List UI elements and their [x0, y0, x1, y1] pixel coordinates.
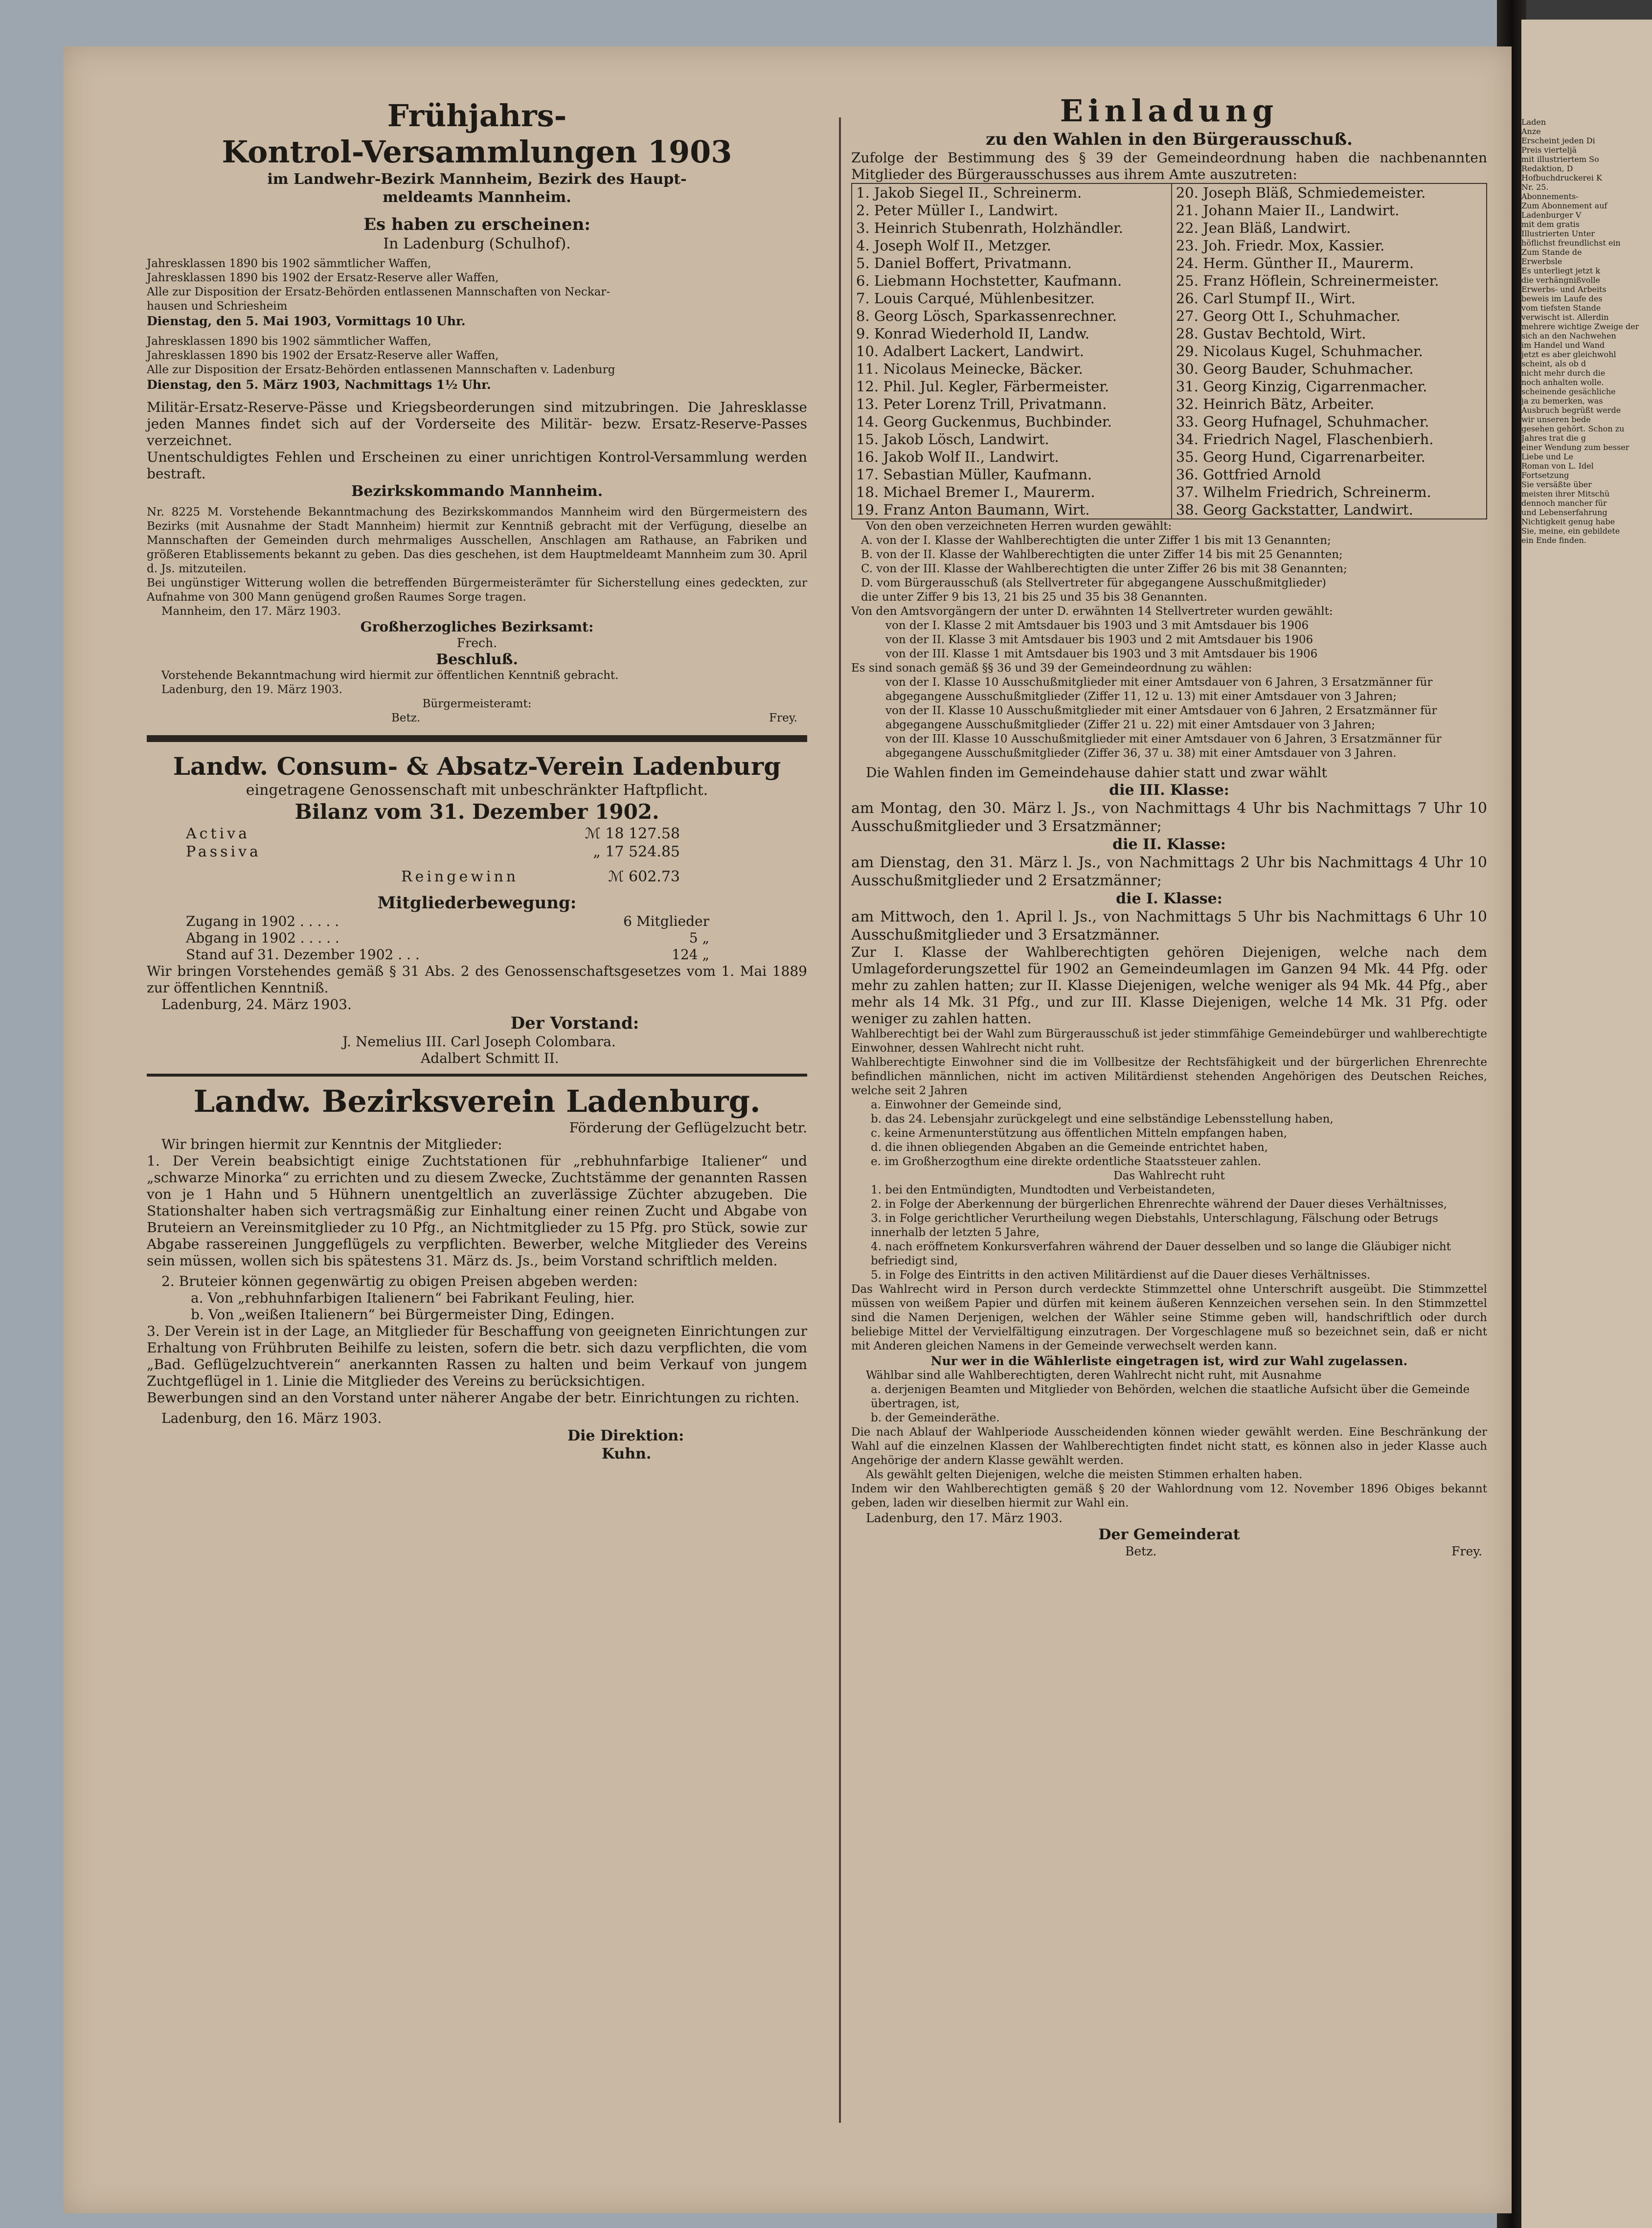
neighbor-line: höflichst freundlichst ein [1521, 238, 1621, 248]
bezirksamt-name: Frech. [456, 636, 498, 650]
kontrol-notice-text-2: Unentschuldigtes Fehlen und Erscheinen zu einer unrichtigen Kontrol-Versammlung werden bestraft. [147, 449, 807, 482]
kontrol-date-1: Mannheim, den 17. März 1903. [161, 605, 341, 618]
bezirksamt-signature: Großherzogliches Bezirksamt: [360, 619, 594, 635]
neighbor-line: Ausbruch begrüßt werde [1521, 405, 1621, 415]
waehlbar-lines [851, 1383, 1487, 1425]
gewaehlt-line: C. von der III. Klasse der Wahlberechtigten die unter Ziffer 26 bis mit 38 Genannten; [861, 563, 1347, 575]
zugang-label: Zugang in 1902 . . . . . [186, 913, 339, 929]
neighbor-line: Es unterliegt jetzt k [1521, 266, 1601, 275]
liste-text: Nur wer in die Wählerliste eingetragen ist, wird zur Wahl zugelassen. [930, 1354, 1408, 1368]
member-item: 38. Georg Gackstatter, Landwirt. [1176, 501, 1413, 518]
neighbor-line: Zum Stande de [1521, 248, 1582, 257]
zugang-row [147, 913, 807, 930]
group1-lines [147, 257, 807, 314]
group2-date: Dienstag, den 5. März 1903, Nachmittags 1½ Uhr. [147, 378, 491, 392]
neighbor-line: jetzt es aber gleichwohl [1521, 350, 1616, 359]
gewaehlt-line: A. von der I. Klasse der Wahlberechtigten die unter Ziffer 1 bis mit 13 Genannten; [861, 534, 1331, 547]
zugang-value: 6 Mitglieder [623, 913, 709, 929]
neighbor-line: Laden [1521, 117, 1546, 127]
klasse3-text: am Montag, den 30. März l. Js., von Nachmittags 4 Uhr bis Nachmittags 7 Uhr 10 Ausschußmitglieder und 3 Ersatzmänner; [851, 800, 1487, 835]
neighbor-line: Anze [1521, 127, 1541, 136]
neighbor-line: Fortsetzung [1521, 471, 1569, 480]
member-item: 28. Gustav Bechtold, Wirt. [1176, 325, 1366, 342]
member-item: 30. Georg Bauder, Schuhmacher. [1176, 360, 1414, 377]
neighbor-line: die verhängnißvolle [1521, 275, 1600, 285]
member-item: 8. Georg Lösch, Sparkassenrechner. [856, 308, 1117, 324]
member-item: 2. Peter Müller I., Landwirt. [856, 202, 1059, 219]
members-table [851, 183, 1487, 519]
waehlen-line: von der II. Klasse 10 Ausschußmitglieder mit einer Amtsdauer von 6 Jahren, 2 Ersatzmänner für abgegangene Ausschußmitglieder (Ziffer 21 u. 22) mit einer Amtsdauer von 3 Jahren; [885, 704, 1437, 731]
reingewinn-row [147, 861, 807, 886]
waehlbar-text: Wählbar sind alle Wahlberechtigten, deren Wahlrecht nicht ruht, mit Ausnahme [866, 1369, 1322, 1382]
left-column [147, 98, 807, 1463]
buergermeisteramt: Bürgermeisteramt: [422, 698, 532, 710]
klassen-text: Zur I. Klasse der Wahlberechtigten gehören Diejenigen, welche nach dem Umlageforderungszettel für 1902 an Gemeindeumlagen im Ganzen 94 Mk. 44 Pfg. oder mehr zu zahlen hatten; zur II. Klasse Diejenigen, welche weniger als 94 Mk. 44 Pfg., aber mehr als 14 Mk. 31 Pfg., und zur III. Klasse Diejenigen, welche 14 Mk. 31 Pfg. oder weniger zu zahlen hatten. [851, 944, 1487, 1027]
group1-line: Alle zur Disposition der Ersatz-Behörden entlassenen Mannschaften von Neckar- [147, 286, 611, 298]
einladung-date: Ladenburg, den 17. März 1903. [866, 1511, 1063, 1525]
group1-line: hausen und Schriesheim [147, 300, 288, 313]
abgang-value: 5 „ [689, 930, 709, 946]
member-item: 37. Wilhelm Friedrich, Schreinerm. [1176, 484, 1431, 500]
section-divider [147, 735, 807, 742]
reingewinn-label: Reingewinn [401, 868, 519, 885]
gewaehlt-line: B. von der II. Klasse der Wahlberechtigten die unter Ziffer 14 bis mit 25 Genannten; [861, 548, 1343, 561]
waehlen-lines [851, 675, 1487, 761]
passiva-row [147, 843, 807, 861]
neighbor-line: Nr. 25. [1521, 182, 1549, 192]
neighbor-line: mehrere wichtige Zweige der [1521, 322, 1639, 331]
consum-title: Landw. Consum- & Absatz-Verein Ladenburg [173, 752, 781, 781]
consum-subtitle: eingetragene Genossenschaft mit unbeschränkter Haftpflicht. [246, 782, 708, 799]
einwohner-line: a. Einwohner der Gemeinde sind, [871, 1099, 1062, 1111]
member-item: 33. Georg Hufnagel, Schuhmacher. [1176, 413, 1429, 430]
waehlbar-line: a. derjenigen Beamten und Mitglieder von Behörden, welchen die staatliche Aufsicht über die Gemeinde übertragen, ist, [871, 1383, 1470, 1410]
einwohner-line: b. das 24. Lebensjahr zurückgelegt und eine selbständige Lebensstellung haben, [871, 1113, 1334, 1125]
ablauf-text: Die nach Ablauf der Wahlperiode Ausscheidenden können wieder gewählt werden. Eine Beschränkung der Wahl auf die einzelnen Klassen der Wahlberechtigten findet nicht statt, es können also in jeder Klasse auch Angehörige der andern Klasse gewählt werden. [851, 1426, 1487, 1467]
beschluss-heading: Beschluß. [436, 651, 518, 668]
neighbor-line: ein Ende finden. [1521, 536, 1586, 545]
kontrol-body: Nr. 8225 M. Vorstehende Bekanntmachung des Bezirkskommandos Mannheim wird den Bürgermeistern des Bezirks (mit Ausnahme der Stadt Mannheim) hiermit zur Kenntniß gebracht mit der Verfügung, dieselbe an Mannschaften der Gemeinden durch mehrmaliges Ausschellen, Anschlagen am Rathause, an Fabriken und größeren Etablissements bekannt zu geben. Das dies geschehen, ist dem Hauptmeldeamt Mannheim zum 30. April d. Js. mitzuteilen. [147, 506, 807, 575]
member-item: 26. Carl Stumpf II., Wirt. [1176, 290, 1356, 307]
ruht-line: 2. in Folge der Aberkennung der bürgerlichen Ehrenrechte während der Dauer dieses Verhältnisses, [871, 1198, 1447, 1211]
member-item: 7. Louis Carqué, Mühlenbesitzer. [856, 290, 1095, 307]
bezirksverein-p3: 3. Der Verein ist in der Lage, an Mitglieder für Beschaffung von geeigneten Einrichtungen zur Erhaltung von Frühbruten Beihilfe zu leisten, sofern die betr. sich dazu verpflichten, die vom „Bad. Geflügelzuchtverein“ anerkannten Rassen zu halten und beim Verkauf von jungem Zuchtgeflügel in 1. Linie die Mitglieder des Vereins zu berücksichtigen. [147, 1323, 807, 1389]
member-item: 21. Johann Maier II., Landwirt. [1176, 202, 1400, 219]
member-item: 35. Georg Hund, Cigarrenarbeiter. [1176, 449, 1426, 465]
neighbor-line: meisten ihrer Mitschü [1521, 489, 1610, 498]
einwohner-text: Wahlberechtigte Einwohner sind die im Vollbesitze der Rechtsfähigkeit und der bürgerlichen Ehrenrechte befindlichen männlichen, nicht im activen Militärdienst stehenden Angehörigen des Deutschen Reiches, welche seit 2 Jahren [851, 1056, 1487, 1097]
bezirksverein-intro: Wir bringen hiermit zur Kenntnis der Mitglieder: [161, 1136, 502, 1152]
amts-lines [851, 619, 1487, 661]
neighbor-line: nicht mehr durch die [1521, 368, 1606, 378]
members-left [852, 183, 1172, 519]
kontrol-heading: Es haben zu erscheinen: [363, 215, 590, 234]
member-item: 9. Konrad Wiederhold II, Landw. [856, 325, 1090, 342]
neighbor-line: Abonnements- [1521, 192, 1579, 201]
member-item: 16. Jakob Wolf II., Landwirt. [856, 449, 1059, 465]
neighbor-line: und Lebenserfahrung [1521, 508, 1607, 517]
vorstand-names-2: Adalbert Schmitt II. [421, 1050, 559, 1066]
gelten-text: Als gewählt gelten Diejenigen, welche die meisten Stimmen erhalten haben. [866, 1468, 1303, 1481]
neighbor-line: scheinende gesächliche [1521, 387, 1616, 396]
direktion-heading: Die Direktion: [567, 1427, 684, 1444]
gewaehlt-lines [851, 534, 1487, 605]
right-column [851, 93, 1487, 1559]
waehlen-line: von der III. Klasse 10 Ausschußmitglieder mit einer Amtsdauer von 6 Jahren, 3 Ersatzmänner für abgegangene Ausschußmitglieder (Ziffer 36, 37 u. 38) mit einer Amtsdauer von 3 Jahren. [885, 733, 1442, 760]
member-item: 34. Friedrich Nagel, Flaschenbierh. [1176, 431, 1434, 448]
member-item: 27. Georg Ott I., Schuhmacher. [1176, 308, 1401, 324]
klasse3-heading: die III. Klasse: [1109, 782, 1229, 799]
member-item: 5. Daniel Boffert, Privatmann. [856, 255, 1072, 271]
passiva-label: Passiva [186, 843, 261, 860]
waehlbar-line: b. der Gemeinderäthe. [871, 1412, 1000, 1424]
kontrol-notice [147, 98, 807, 725]
beschluss-text: Vorstehende Bekanntmachung wird hiermit zur öffentlichen Kenntniß gebracht. [161, 669, 619, 682]
neighbor-line: sich an den Nachwehen [1521, 331, 1616, 340]
bezirksverein-date: Ladenburg, den 16. März 1903. [161, 1410, 382, 1426]
member-item: 13. Peter Lorenz Trill, Privatmann. [856, 396, 1107, 412]
neighbor-line: verwischt ist. Allerdin [1521, 313, 1609, 322]
neighbor-line: Jahres trat die g [1521, 433, 1586, 443]
person-text: Das Wahlrecht wird in Person durch verdeckte Stimmzettel ohne Unterschrift ausgeübt. Die Stimmzettel müssen von weißem Papier und dürfen mit keinem äußeren Kennzeichen versehen sein. In den Stimmzettel sind die Namen Derjenigen, welchen der Wähler seine Stimme geben will, handschriftlich oder durch beliebige Mittel der Vervielfältigung einzutragen. Der Vorgeschlagene muß so bezeichnet sein, daß er nicht mit Anderen gleichen Namens in der Gemeinde verwechselt werden kann. [851, 1283, 1487, 1352]
bezirksverein-p1: 1. Der Verein beabsichtigt einige Zuchtstationen für „rebhuhnfarbige Italiener“ und „schwarze Minorka“ zu errichten und zu diesem Zwecke, Zuchtstämme der genannten Rassen von je 1 Hahn und 5 Hühnern unentgeltlich an zuverlässige Züchter abzugeben. Die Stationshalter haben sich vertragsmäßig zur Einhaltung einer reinen Zucht und Abgabe von Bruteiern an Vereinsmitglieder zu 10 Pfg., an Nichtmitglieder zu 15 Pfg. pro Stück, sowie zur Abgabe rassereinen Junggeflügels zu verpflichten. Bewerber, welche Mitglieder des Vereins sein müssen, wollen sich bis spätestens 31. März ds. Js., beim Vorstand schriftlich melden. [147, 1153, 807, 1269]
neighbor-line: Erwerbs- und Arbeits [1521, 285, 1607, 294]
einladung-intro: Zufolge der Bestimmung des § 39 der Gemeindeordnung haben die nachbenannten Mitglieder des Bürgerausschusses aus ihrem Amte auszutreten: [851, 150, 1487, 182]
bm-signature-left: Betz. [391, 712, 421, 724]
neighbor-line: Ladenburger V [1521, 210, 1582, 220]
ruht-line: 3. in Folge gerichtlicher Verurtheilung wegen Diebstahls, Unterschlagung, Fälschung oder Betrugs innerhalb der letzten 5 Jahre, [871, 1212, 1438, 1239]
neighbor-line: ja zu bemerken, was [1521, 396, 1603, 405]
neighbor-line: vom tiefsten Stande [1521, 303, 1601, 313]
neighbor-line: beweis im Laufe des [1521, 294, 1603, 303]
ruht-line: 4. nach eröffnetem Konkursverfahren während der Dauer desselben und so lange die Gläubiger nicht befriedigt sind, [871, 1240, 1451, 1267]
bezirksverein-p4: Bewerbungen sind an den Vorstand unter näherer Angabe der betr. Einrichtungen zu richten. [147, 1390, 800, 1406]
consum-notice [147, 752, 807, 1067]
bezirksverein-notice [147, 1083, 807, 1463]
kontrol-signature: Bezirkskommando Mannheim. [351, 483, 603, 500]
neighbor-line: Roman von L. Idel [1521, 461, 1594, 471]
member-item: 6. Liebmann Hochstetter, Kaufmann. [856, 272, 1122, 289]
bilanz-heading: Bilanz vom 31. Dezember 1902. [294, 800, 659, 824]
ruht-line: 5. in Folge des Eintritts in den activen Militärdienst auf die Dauer dieses Verhältnisses. [871, 1269, 1371, 1282]
kontrol-date-2: Ladenburg, den 19. März 1903. [161, 683, 342, 696]
direktion-name: Kuhn. [602, 1445, 652, 1463]
gewaehlt-line: die unter Ziffer 9 bis 13, 21 bis 25 und 35 bis 38 Genannten. [861, 591, 1207, 604]
bm-signature-right: Frey. [769, 712, 797, 724]
neighbor-line: Liebe und Le [1521, 452, 1574, 461]
ruht-lines [851, 1183, 1487, 1283]
member-item: 24. Herm. Günther II., Maurerm. [1176, 255, 1414, 271]
gewaehlt-line: D. vom Bürgerausschuß (als Stellvertreter für abgegangene Ausschußmitglieder) [861, 577, 1327, 589]
kontrol-notice-text: Militär-Ersatz-Reserve-Pässe und Kriegsbeorderungen sind mitzubringen. Die Jahresklasse jeden Mannes findet sich auf der Vorderseite des Militär- bezw. Ersatz-Reserve-Passes verzeichnet. [147, 399, 807, 449]
member-item: 25. Franz Höflein, Schreinermeister. [1176, 272, 1439, 289]
gemeinderat-sign-left: Betz. [1125, 1544, 1157, 1558]
abgang-row [147, 930, 807, 946]
consum-date: Ladenburg, 24. März 1903. [161, 996, 352, 1013]
einwohner-line: c. keine Armenunterstützung aus öffentlichen Mitteln empfangen haben, [871, 1127, 1288, 1140]
mitglieder-heading: Mitgliederbewegung: [377, 893, 577, 913]
group2-line: Jahresklassen 1890 bis 1902 der Ersatz-Reserve aller Waffen, [147, 349, 499, 362]
bezirksverein-p2: 2. Bruteier können gegenwärtig zu obigen Preisen abgeben werden: [161, 1273, 638, 1289]
waehlen-line: von der I. Klasse 10 Ausschußmitglieder mit einer Amtsdauer von 6 Jahren, 3 Ersatzmänner für abgegangene Ausschußmitglieder (Ziffer 11, 12 u. 13) mit einer Amtsdauer von 3 Jahren; [885, 676, 1433, 703]
vorstand-heading: Der Vorstand: [510, 1013, 639, 1033]
neighbor-line: mit dem gratis [1521, 220, 1580, 229]
passiva-value: „ 17 524.85 [593, 843, 680, 860]
kontrol-place: In Ladenburg (Schulhof). [383, 235, 571, 252]
group1-line: Jahresklassen 1890 bis 1902 der Ersatz-Reserve aller Waffen, [147, 271, 499, 284]
neighbor-line: mit illustriertem So [1521, 155, 1599, 164]
gewaehlt-heading: Von den oben verzeichneten Herren wurden gewählt: [866, 520, 1172, 533]
einladen-text: Indem wir den Wahlberechtigten gemäß § 20 der Wahlordnung vom 12. November 1896 Obiges bekannt geben, laden wir dieselben hiermit zur Wahl ein. [851, 1483, 1487, 1509]
group1-date: Dienstag, den 5. Mai 1903, Vormittags 10 Uhr. [147, 314, 466, 328]
neighbor-line: Redaktion, D [1521, 164, 1573, 173]
reingewinn-value: ℳ 602.73 [608, 868, 680, 885]
group2-line: Alle zur Disposition der Ersatz-Behörden entlassenen Mannschaften v. Ladenburg [147, 363, 615, 376]
neighbor-line: noch anhalten wolle. [1521, 378, 1604, 387]
amts-heading: Von den Amtsvorgängern der unter D. erwähnten 14 Stellvertreter wurden gewählt: [851, 605, 1333, 618]
neighbor-line: Sie versäßte über [1521, 480, 1592, 489]
neighbor-line: einer Wendung zum besser [1521, 443, 1629, 452]
neighbor-line: Erscheint jeden Di [1521, 136, 1595, 145]
klasse2-text: am Dienstag, den 31. März l. Js., von Nachmittags 2 Uhr bis Nachmittags 4 Uhr 10 Ausschußmitglieder und 2 Ersatzmänner; [851, 854, 1487, 889]
ruht-line: 1. bei den Entmündigten, Mundtodten und Verbeistandeten, [871, 1184, 1216, 1196]
neighbor-line: Illustrierten Unter [1521, 229, 1595, 238]
stand-value: 124 „ [672, 946, 709, 963]
group2-lines [147, 335, 807, 377]
consum-text: Wir bringen Vorstehendes gemäß § 31 Abs. 2 des Genossenschaftsgesetzes vom 1. Mai 1889 zur öffentlichen Kenntniß. [147, 963, 807, 996]
member-item: 32. Heinrich Bätz, Arbeiter. [1176, 396, 1375, 412]
activa-row [147, 825, 807, 843]
stand-label: Stand auf 31. Dezember 1902 . . . [186, 946, 420, 963]
berechtigt-text: Wahlberechtigt bei der Wahl zum Bürgerausschuß ist jeder stimmfähige Gemeindebürger und wahlberechtigte Einwohner, dessen Wahlrecht nicht ruht. [851, 1028, 1487, 1055]
member-item: 14. Georg Guckenmus, Buchbinder. [856, 413, 1112, 430]
member-item: 4. Joseph Wolf II., Metzger. [856, 237, 1051, 254]
members-right [1172, 183, 1487, 519]
bezirksverein-p2b: b. Von „weißen Italienern“ bei Bürgermeister Ding, Edingen. [191, 1306, 615, 1323]
member-item: 3. Heinrich Stubenrath, Holzhändler. [856, 220, 1123, 236]
activa-label: Activa [186, 825, 250, 842]
member-item: 15. Jakob Lösch, Landwirt. [856, 431, 1049, 448]
klasse2-heading: die II. Klasse: [1112, 836, 1226, 853]
bezirksverein-sub: Förderung der Geflügelzucht betr. [569, 1120, 807, 1136]
member-item: 31. Georg Kinzig, Cigarrenmacher. [1176, 378, 1427, 395]
amts-line: von der III. Klasse 1 mit Amtsdauer bis 1903 und 3 mit Amtsdauer bis 1906 [885, 648, 1318, 660]
einladung-subtitle: zu den Wahlen in den Bürgerausschuß. [986, 130, 1353, 149]
klasse1-heading: die I. Klasse: [1116, 890, 1222, 907]
neighbor-line: Preis vierteljä [1521, 145, 1577, 155]
gemeinderat-heading: Der Gemeinderat [1098, 1526, 1240, 1543]
member-item: 29. Nicolaus Kugel, Schuhmacher. [1176, 343, 1423, 360]
bezirksverein-p2a: a. Von „rebhuhnfarbigen Italienern“ bei Fabrikant Feuling, hier. [191, 1290, 635, 1306]
column-rule [839, 117, 841, 2123]
neighbor-line: scheint, als ob d [1521, 359, 1586, 368]
neighbor-line: Zum Abonnement auf [1521, 201, 1607, 210]
amts-line: von der I. Klasse 2 mit Amtsdauer bis 1903 und 3 mit Amtsdauer bis 1906 [885, 619, 1309, 632]
neighbor-page [1521, 20, 1652, 2228]
neighbor-line: Sie, meine, ein gebildete [1521, 526, 1620, 536]
waehlen-heading: Es sind sonach gemäß §§ 36 und 39 der Gemeindeordnung zu wählen: [851, 662, 1252, 675]
ruht-heading: Das Wahlrecht ruht [1113, 1170, 1225, 1182]
group1-line: Jahresklassen 1890 bis 1902 sämmtlicher Waffen, [147, 257, 431, 270]
member-item: 18. Michael Bremer I., Maurerm. [856, 484, 1095, 500]
member-item: 36. Gottfried Arnold [1176, 466, 1321, 483]
neighbor-line: dennoch mancher für [1521, 498, 1607, 508]
section-divider-2 [147, 1074, 807, 1077]
member-item: 23. Joh. Friedr. Mox, Kassier. [1176, 237, 1385, 254]
abgang-label: Abgang in 1902 . . . . . [186, 930, 339, 946]
einwohner-line: e. im Großherzogthum eine direkte ordentliche Staatssteuer zahlen. [871, 1155, 1262, 1168]
einwohner-lines [851, 1098, 1487, 1169]
wahlort-text: Die Wahlen finden im Gemeindehause dahier statt und zwar wählt [866, 765, 1327, 781]
member-item: 1. Jakob Siegel II., Schreinerm. [856, 184, 1082, 201]
member-item: 19. Franz Anton Baumann, Wirt. [856, 501, 1090, 518]
neighbor-line: Hofbuchdruckerei K [1521, 173, 1602, 182]
neighbor-line: gesehen gehört. Schon zu [1521, 424, 1625, 433]
kontrol-body-2: Bei ungünstiger Witterung wollen die betreffenden Bürgermeisterämter für Sicherstellung eines gedeckten, zur Aufnahme von 300 Mann genügend großen Raumes Sorge tragen. [147, 577, 807, 604]
amts-line: von der II. Klasse 3 mit Amtsdauer bis 1903 und 2 mit Amtsdauer bis 1906 [885, 633, 1313, 646]
member-item: 11. Nicolaus Meinecke, Bäcker. [856, 360, 1083, 377]
bezirksverein-title: Landw. Bezirksverein Ladenburg. [193, 1083, 761, 1119]
kontrol-subtitle-1: im Landwehr-Bezirk Mannheim, Bezirk des Haupt- [267, 171, 687, 188]
member-item: 12. Phil. Jul. Kegler, Färbermeister. [856, 378, 1109, 395]
einwohner-line: d. die ihnen obliegenden Abgaben an die Gemeinde entrichtet haben, [871, 1141, 1268, 1154]
neighbor-line: Erwerbsle [1521, 257, 1562, 266]
gemeinderat-sign-right: Frey. [1451, 1544, 1482, 1558]
member-item: 22. Jean Bläß, Landwirt. [1176, 220, 1351, 236]
member-item: 10. Adalbert Lackert, Landwirt. [856, 343, 1084, 360]
group2-line: Jahresklassen 1890 bis 1902 sämmtlicher Waffen, [147, 335, 431, 348]
klasse1-text: am Mittwoch, den 1. April l. Js., von Nachmittags 5 Uhr bis Nachmittags 6 Uhr 10 Ausschußmitglieder und 3 Ersatzmänner. [851, 908, 1487, 944]
neighbor-line: Nichtigkeit genug habe [1521, 517, 1615, 526]
einladung-title: Einladung [1060, 93, 1279, 129]
kontrol-subtitle-2: meldeamts Mannheim. [383, 189, 571, 206]
member-item: 17. Sebastian Müller, Kaufmann. [856, 466, 1092, 483]
kontrol-title-2: Kontrol-Versammlungen 1903 [222, 134, 732, 170]
neighbor-line: wir unseren bede [1521, 415, 1591, 424]
member-item: 20. Joseph Bläß, Schmiedemeister. [1176, 184, 1426, 201]
stand-row [147, 946, 807, 963]
neighbor-line: im Handel und Wand [1521, 340, 1605, 350]
activa-value: ℳ 18 127.58 [585, 825, 680, 842]
kontrol-title-1: Frühjahrs- [387, 98, 567, 134]
vorstand-names-1: J. Nemelius III. Carl Joseph Colombara. [342, 1034, 616, 1050]
